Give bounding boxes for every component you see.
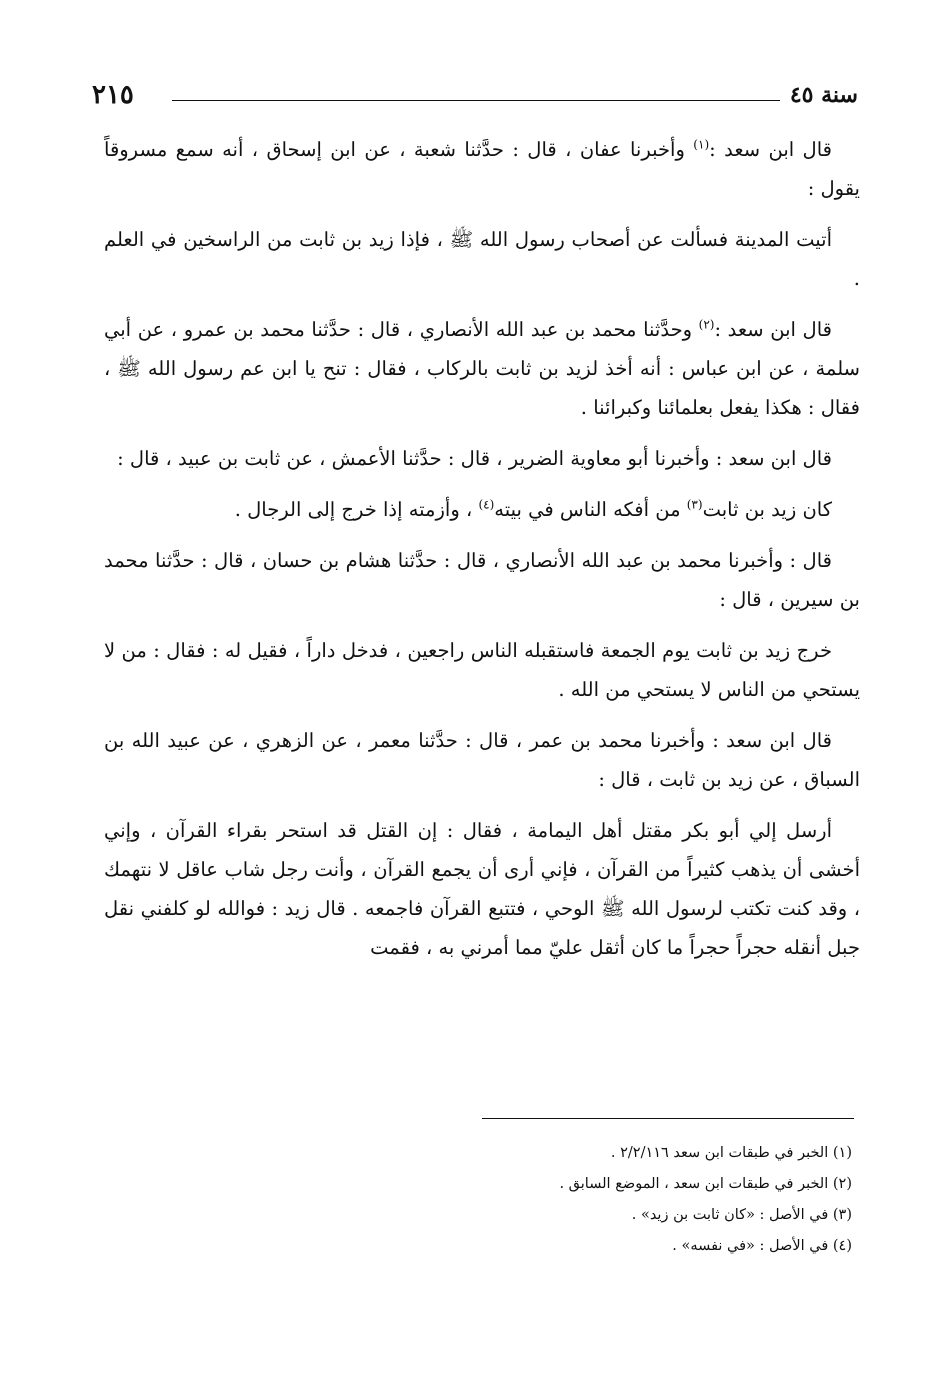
footnotes xyxy=(300,1138,852,1262)
page-header xyxy=(92,78,858,122)
footnote: (٢) الخبر في طبقات ابن سعد ، الموضع السابق . xyxy=(559,1176,852,1192)
paragraph: كان زيد بن ثابت$^{(٣)}$ من أفكه الناس في بيته$^{(٤)}$ ، وأزمته إذا خرج إلى الرجال . xyxy=(234,497,832,521)
paragraph: أرسل إلي أبو بكر مقتل أهل اليمامة ، فقال : إن القتل قد استحر بقراء القرآن ، وإني أخشى أن يذهب كثيراً من القرآن ، فإني أرى أن يجمع القرآن ، وأنت رجل شاب عاقل لا نتهمك ، وقد كنت تكتب لرسول الله ﷺ الوحي ، فتتبع القرآن فاجمعه . قال زيد : فوالله لو كلفني نقل جبل أنقله حجراً حجراً ما كان أثقل عليّ مما أمرني به ، فقمت xyxy=(104,819,860,959)
footnote-marker: (٣) xyxy=(686,497,703,512)
page-number: ٢١٥ xyxy=(92,80,134,110)
footnote: (١) الخبر في طبقات ابن سعد ٢/٢/١١٦ . xyxy=(610,1145,852,1161)
paragraph: قال : وأخبرنا محمد بن عبد الله الأنصاري ، قال : حدَّثنا هشام بن حسان ، قال : حدَّثنا محمد بن سيرين ، قال : xyxy=(104,549,860,611)
running-head: سنة ٤٥ xyxy=(789,82,858,108)
footnote-marker: (٤) xyxy=(478,497,495,512)
paragraph: أتيت المدينة فسألت عن أصحاب رسول الله ﷺ ، فإذا زيد بن ثابت من الراسخين في العلم . xyxy=(104,228,860,290)
footnote-marker: (١) xyxy=(693,137,710,152)
footnote-rule xyxy=(482,1118,854,1119)
paragraph: قال ابن سعد : وأخبرنا أبو معاوية الضرير ، قال : حدَّثنا الأعمش ، عن ثابت بن عبيد ، قال : xyxy=(117,447,832,470)
paragraph: خرج زيد بن ثابت يوم الجمعة فاستقبله الناس راجعين ، فدخل داراً ، فقيل له : فقال : من لا يستحي من الناس لا يستحي من الله . xyxy=(104,639,860,701)
paragraph: قال ابن سعد :$^{(١)}$ وأخبرنا عفان ، قال : حدَّثنا شعبة ، عن ابن إسحاق ، أنه سمع مسروقاً يقول : xyxy=(104,137,860,200)
paragraph: قال ابن سعد :$^{(٢)}$ وحدَّثنا محمد بن عبد الله الأنصاري ، قال : حدَّثنا محمد بن عمرو ، عن أبي سلمة ، عن ابن عباس : أنه أخذ لزيد بن ثابت بالركاب ، فقال : تنح يا ابن عم رسول الله ﷺ ، فقال : هكذا يفعل بعلمائنا وكبرائنا . xyxy=(104,317,860,419)
header-rule xyxy=(172,100,780,101)
footnote: (٣) في الأصل : «كان ثابت بن زيد» . xyxy=(631,1207,852,1223)
footnote-marker: (٢) xyxy=(698,317,715,332)
paragraph: قال ابن سعد : وأخبرنا محمد بن عمر ، قال : حدَّثنا معمر ، عن الزهري ، عن عبيد الله بن السباق ، عن زيد بن ثابت ، قال : xyxy=(104,729,860,791)
footnote: (٤) في الأصل : «في نفسه» . xyxy=(672,1238,852,1254)
body-text xyxy=(104,130,860,979)
